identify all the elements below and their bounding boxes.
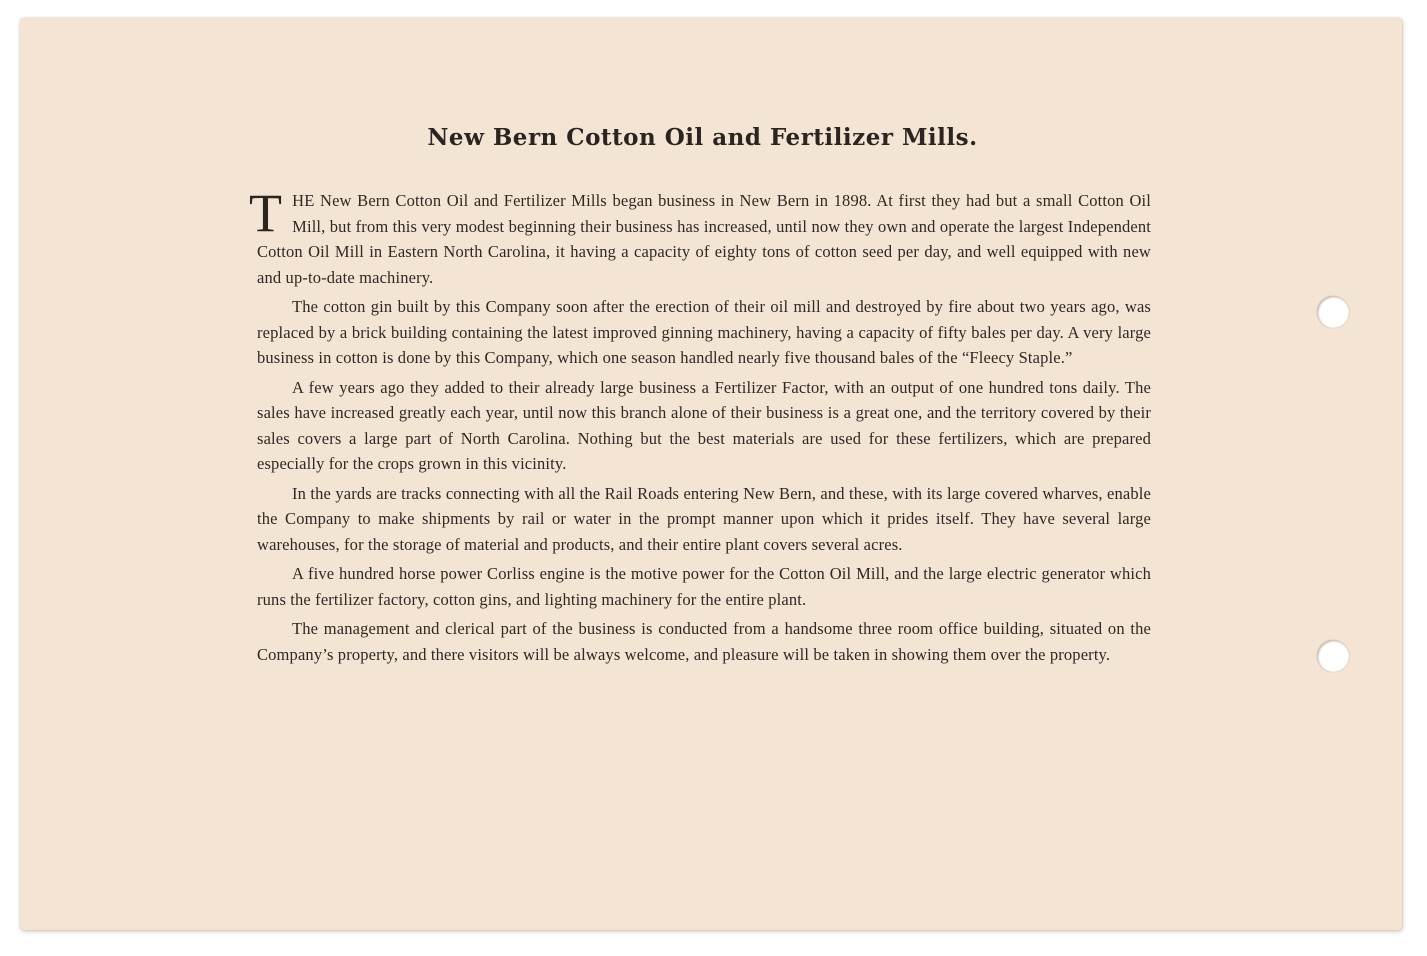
punch-hole-bottom [1317,640,1349,672]
paragraph-4: In the yards are tracks connecting with all the Rail Roads entering New Bern, and these, with its large covered wharves, enable the Company to make shipments by rail or water in the prompt manner upon which it prides itself. They have several large warehouses, for the storage of material and products, and their entire plant covers several acres. [257,483,1151,554]
page-title: New Bern Cotton Oil and Fertilizer Mills. [427,124,978,151]
paragraph-5: A five hundred horse power Corliss engine is the motive power for the Cotton Oil Mill, and the large electric generator which runs the fertilizer factory, cotton gins, and lighting machinery for the entire plant. [257,564,1151,609]
paragraph-6: The management and clerical part of the business is conducted from a handsome three room office building, situated on the Company’s property, and there visitors will be always welcome, and pleasure will be taken in showing them over the property. [257,619,1151,664]
drop-cap: T [249,183,283,243]
body-text [249,183,1151,671]
paragraph-3: A few years ago they added to their already large business a Fertilizer Factor, with an output of one hundred tons daily. The sales have increased greatly each year, until now this branch alone of their business is a great one, and the territory covered by their sales covers a large part of North Carolina. Nothing but the best materials are used for these fertilizers, which are prepared especially for the crops grown in this vicinity. [257,377,1151,473]
punch-hole-top [1317,296,1349,328]
paragraph-1-text: HE New Bern Cotton Oil and Fertilizer Mills began business in New Bern in 1898. At first they had but a small Cotton Oil Mill, but from this very modest beginning their business has increased, until now they own and operate the largest Independent Cotton Oil Mill in Eastern North Carolina, it having a capacity of eighty tons of cotton seed per day, and well equipped with new and up-to-date machinery. [257,191,1151,287]
paragraph-2: The cotton gin built by this Company soon after the erection of their oil mill and destroyed by fire about two years ago, was replaced by a brick building containing the latest improved ginning machinery, having a capacity of fifty bales per day. A very large business in cotton is done by this Company, which one season handled nearly five thousand bales of the “Fleecy Staple.” [257,297,1151,367]
paragraph-1 [249,183,1151,290]
